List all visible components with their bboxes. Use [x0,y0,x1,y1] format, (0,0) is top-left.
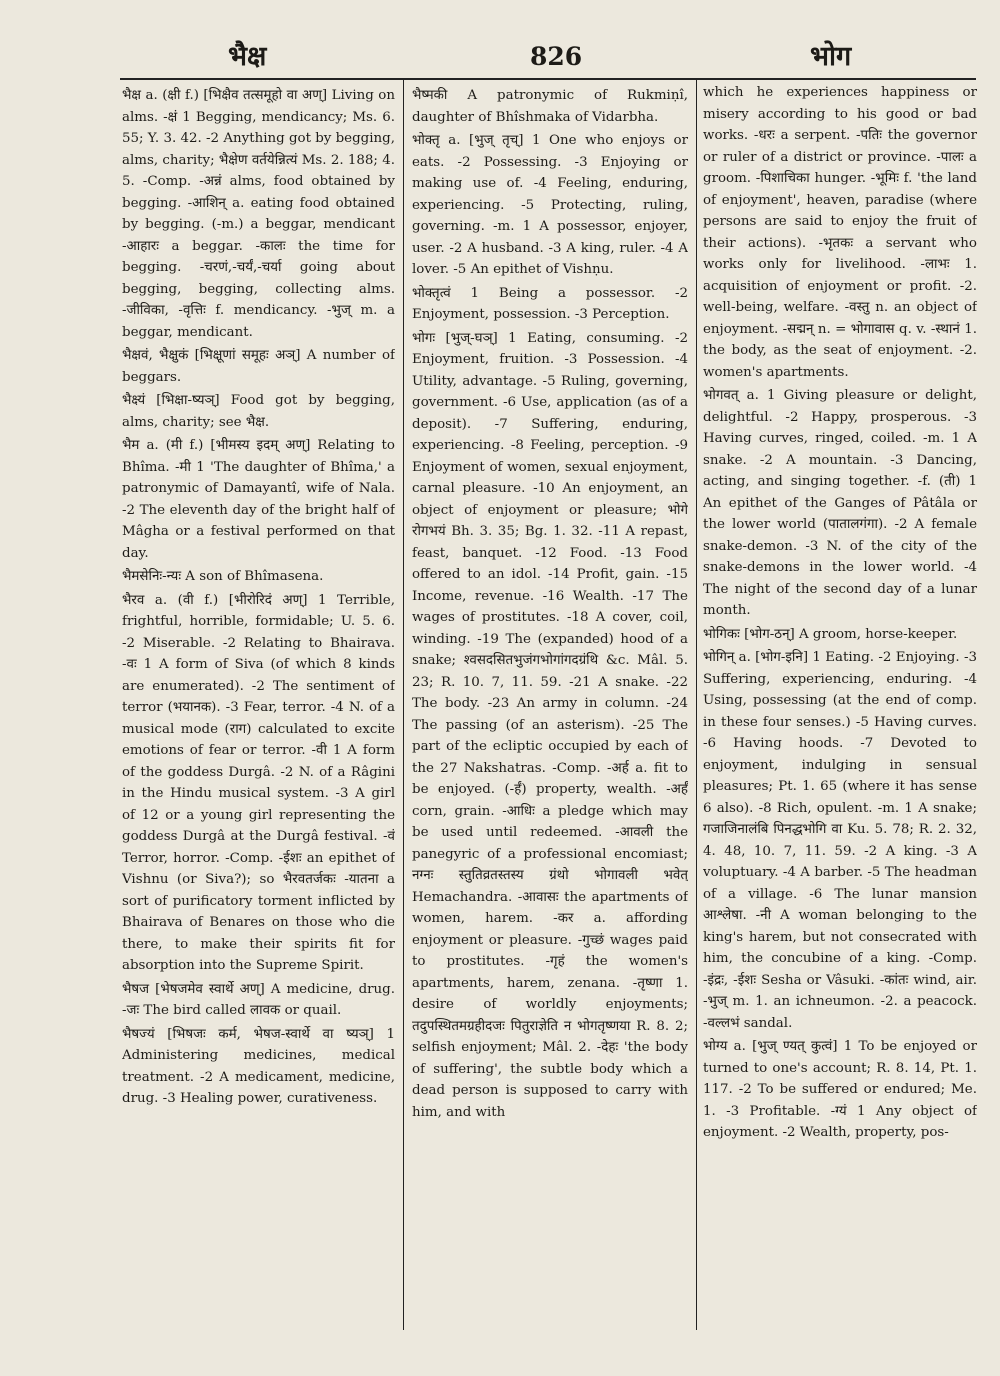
column-3 [703,80,977,1325]
dictionary-entry: भोगः [भुज्-घञ्] 1 Eating, consuming. -2 Enjoyment, fruition. -3 Possession. -4 Utility, advantage. -5 Ruling, governing, government. -6 Use, application (as of a deposit). -7 Suffering, enduring, experiencing. -8 Feeling, perception. -9 Enjoyment of women, sexual enjoyment, carnal pleasure. -10 An enjoyment, an object of enjoyment or pleasure; भोगे रोगभयं Bh. 3. 35; Bg. 1. 32. -11 A repast, feast, banquet. -12 Food. -13 Food offered to an idol. -14 Profit, gain. -15 Income, revenue. -16 Wealth. -17 The wages of prostitutes. -18 A cover, coil, winding. -19 The (expanded) hood of a snake; श्वसदसितभुजंगभोगांगदग्रंथि &c. Mâl. 5. 23; R. 10. 7, 11. 59. -21 A snake. -22 The body. -23 An army in column. -24 The passing (of an asterism). -25 The part of the ecliptic occupied by each of the 27 Nakshatras. -Comp. -अर्ह a. fit to be enjoyed. (-र्हं) property, wealth. -अर्हं corn, grain. -आधिः a pledge which may be used until redeemed. -आवली the panegyric of a professional encomiast; नग्नः स्तुतिव्रतस्तस्य ग्रंथो भोगावली भवेत् Hemachandra. -आवासः the apartments of women, harem. -कर a. affording enjoyment or pleasure. -गुच्छं wages paid to prostitutes. -गृहं the women's apartments, harem, zenana. -तृष्णा 1. desire of worldly enjoyments; तदुपस्थितमग्रहीदजः पितुराज्ञेति न भोगतृष्णया R. 8. 2; selfish enjoyment; Mâl. 2. -देहः 'the body of suffering', the subtle body which a dead person is supposed to carry with him, and with [412,330,688,1120]
dictionary-entry: भैम a. (मी f.) [भीमस्य इदम् अण्] Relating to Bhîma. -मी 1 'The daughter of Bhîma,' a patronymic of Damayantî, wife of Nala. -2 The eleventh day of the bright half of Mâgha or a festival performed on that day. [122,438,395,561]
page-header [0,40,1000,80]
dictionary-entry: भोक्तृत्वं 1 Being a possessor. -2 Enjoyment, possession. -3 Perception. [412,285,688,322]
dictionary-entry: भैष्मकी A patronymic of Rukmiṇî, daughter of Bhîshmaka of Vidarbha. [412,88,688,125]
dictionary-entry: which he experiences happiness or misery according to his good or bad works. -धरः a serpent. -पतिः the governor or ruler of a district or province. -पालः a groom. -पिशाचिका hunger. -भूमिः f. 'the land of enjoyment', heaven, paradise (where persons are said to enjoy the fruit of their actions). -भृतकः a servant who works only for livelihood. -लाभः 1. acquisition of enjoyment or profit. -2. well-being, welfare. -वस्तु n. an object of enjoyment. -सद्मन् n. = भोगावास q. v. -स्थानं 1. the body, as the seat of enjoyment. -2. women's apartments. [703,85,977,380]
dictionary-entry: भोग्य a. [भुज् ण्यत् कुत्वं] 1 To be enjoyed or turned to one's account; R. 8. 14, Pt. 1. 117. -2 To be suffered or endured; Me. 1. -3 Profitable. -ग्यं 1 Any object of enjoyment. -2 Wealth, property, pos- [703,1039,977,1140]
left-running-headword: भैक्ष [228,41,267,72]
column-2 [412,80,688,1325]
dictionary-entry: भैक्ष्यं [भिक्षा-ष्यञ्] Food got by begging, alms, charity; see भैक्ष. [122,393,395,430]
dictionary-entry: भोक्तृ a. [भुज् तृच्] 1 One who enjoys or eats. -2 Possessing. -3 Enjoying or making use of. -4 Feeling, enduring, experiencing. -5 Protecting, ruling, governing. -m. 1 A possessor, enjoyer, user. -2 A husband. -3 A king, ruler. -4 A lover. -5 An epithet of Vishṇu. [412,133,688,277]
dictionary-entry: भोगवत् a. 1 Giving pleasure or delight, delightful. -2 Happy, prosperous. -3 Having curves, ringed, coiled. -m. 1 A snake. -2 A mountain. -3 Dancing, acting, and singing together. -f. (ती) 1 An epithet of the Ganges of Pâtâla or the lower world (पातालगंगा). -2 A female snake-demon. -3 N. of the city of the snake-demons in the lower world. -4 The night of the second day of a lunar month. [703,388,977,618]
dictionary-entry: भोगिकः [भोग-ठन्] A groom, horse-keeper. [703,626,958,642]
dictionary-entry: भैक्ष a. (क्षी f.) [भिक्षैव तत्समूहो वा अण्] Living on alms. -क्षं 1 Begging, mendicancy; Ms. 6. 55; Y. 3. 42. -2 Anything got by begging, alms, charity; भैक्षेण वर्तयेन्नित्यं Ms. 2. 188; 4. 5. -Comp. -अन्नं alms, food obtained by begging. -आशिन् a. eating food obtained by begging. (-m.) a beggar, mendicant -आहारः a beggar. -कालः the time for begging. -चरणं,-चर्यं,-चर्या going about begging, begging, collecting alms. -जीविका, -वृत्तिः f. mendicancy. -भुज् m. a beggar, mendicant. [122,88,395,340]
dictionary-entry: भैक्षवं, भैक्षुकं [भिक्षूणां समूहः अञ्] A number of beggars. [122,348,395,385]
dictionary-entry: भैषज [भेषजमेव स्वार्थे अण्] A medicine, drug. -जः The bird called लावक or quail. [122,981,395,1018]
dictionary-entry: भैषज्यं [भिषजः कर्म, भेषज-स्वार्थे वा ष्यञ्] 1 Administering medicines, medical treatment. -2 A medicament, medicine, drug. -3 Healing power, curativeness. [122,1026,395,1106]
column-1 [122,80,395,1325]
dictionary-entry: भोगिन् a. [भोग-इनि] 1 Eating. -2 Enjoying. -3 Suffering, experiencing, enduring. -4 Using, possessing (at the end of comp. in these four senses.) -5 Having curves. -6 Having hoods. -7 Devoted to enjoyment, indulging in sensual pleasures; Pt. 1. 65 (where it has sense 6 also). -8 Rich, opulent. -m. 1 A snake; गजाजिनालंबि पिनद्धभोगि वा Ku. 5. 78; R. 2. 32, 4. 48, 10. 7, 11. 59. -2 A king. -3 A voluptuary. -4 A barber. -5 The headman of a village. -6 The lunar mansion आश्लेषा. -नी A woman belonging to the king's harem, but not consecrated with him, the concubine of a king. -Comp. -इंद्रः, -ईशः Sesha or Vâsuki. -कांतः wind, air. -भुज् m. 1. an ichneumon. -2. a peacock. -वल्लभं sandal. [703,650,977,1031]
dictionary-entry: भैरव a. (वी f.) [भीरोरिदं अण्] 1 Terrible, frightful, horrible, formidable; U. 5. 6. -2 Miserable. -2 Relating to Bhairava. -वः 1 A form of Siva (of which 8 kinds are enumerated). -2 The sentiment of terror (भयानक). -3 Fear, terror. -4 N. of a musical mode (राग) calculated to excite emotions of fear or terror. -वी 1 A form of the goddess Durgâ. -2 N. of a Râgini in the Hindu musical system. -3 A girl of 12 or a young girl representing the goddess Durgâ at the Durgâ festival. -वं Terror, horror. -Comp. -ईशः an epithet of Vishnu (or Siva?); so भैरवतर्जकः -यातना a sort of purificatory torment inflicted by Bhairava of Benares on those who die there, to make their spirits fit for absorption into the Supreme Spirit. [122,592,395,973]
right-running-headword: भोग [810,41,852,72]
column-divider [696,80,697,1330]
column-divider [403,80,404,1330]
dictionary-entry: भैमसेनिः-न्यः A son of Bhîmasena. [122,569,324,584]
page-number: 826 [530,42,583,71]
